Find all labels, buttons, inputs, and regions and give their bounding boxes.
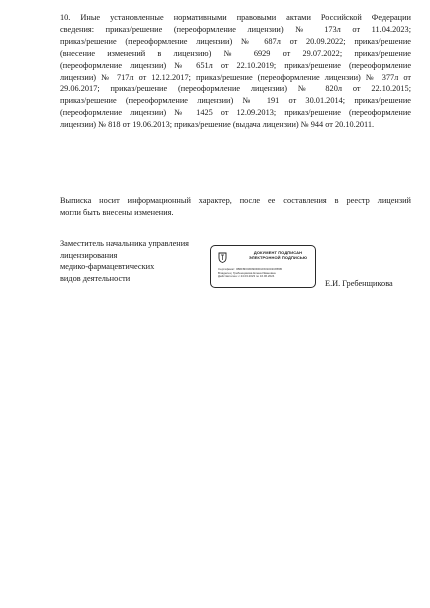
- disclaimer-note: [60, 195, 411, 219]
- signer-name: Е.И. Гребенщикова: [325, 279, 393, 288]
- stamp-title: [245, 251, 311, 260]
- item-line: лицензии) № 818 от 19.06.2013; приказ/решение (выдача лицензии) № 944 от 20.10.2011.: [60, 120, 375, 130]
- stamp-certificate: Сертификат: 0B6F8F030090DD1F631043C865B: [218, 268, 282, 271]
- item-line: 10. Иные установленные нормативными правовыми актами Российской Федерации: [60, 13, 411, 22]
- coat-of-arms-icon: [218, 252, 227, 263]
- electronic-signature-stamp: [210, 245, 316, 288]
- item-line: (переоформление лицензии) № 651л от 22.10.2019; приказ/решение (переоформление: [60, 60, 411, 70]
- item-line: приказ/решение (переоформление лицензии) № 191 от 30.01.2014; приказ/решение: [60, 96, 411, 106]
- note-line: Выписка носит информационный характер, после ее составления в реестр лицензий: [60, 196, 411, 205]
- item-line: (внесение изменений в лицензию) № 6929 от 29.07.2022; приказ/решение: [60, 48, 411, 58]
- item-line: сведения: приказ/решение (переоформление лицензии) № 173л от 11.04.2023;: [60, 24, 411, 34]
- stamp-owner: Владелец: Гребенщикова Елена Ивановна: [218, 271, 276, 275]
- position-line: Заместитель начальника управления: [60, 239, 189, 248]
- stamp-title-line: ДОКУМЕНТ ПОДПИСАН: [253, 250, 303, 255]
- position-line: видов деятельности: [60, 273, 131, 283]
- item-line: (переоформление лицензии) № 1425 от 12.09.2013; приказ/решение (переоформление: [60, 108, 411, 118]
- position-line: медико-фармацевтических: [60, 262, 155, 272]
- stamp-details: [218, 268, 314, 279]
- signer-position: [60, 238, 210, 284]
- position-line: лицензирования: [60, 250, 118, 260]
- item-line: лицензии) № 717л от 12.12.2017; приказ/решение (переоформление лицензии) № 377л от: [60, 72, 411, 82]
- registry-item-10: [60, 12, 411, 131]
- stamp-validity: Действителен: с 24.03.2023 по 16.06.2024: [218, 275, 275, 279]
- item-line: 29.06.2017; приказ/решение (переоформление лицензии) № 820л от 22.10.2015;: [60, 84, 411, 94]
- note-line: могли быть внесены изменения.: [60, 207, 174, 217]
- stamp-title-line: ЭЛЕКТРОННОЙ ПОДПИСЬЮ: [248, 254, 308, 260]
- item-line: приказ/решение (переоформление лицензии) № 687л от 20.09.2022; приказ/решение: [60, 36, 411, 46]
